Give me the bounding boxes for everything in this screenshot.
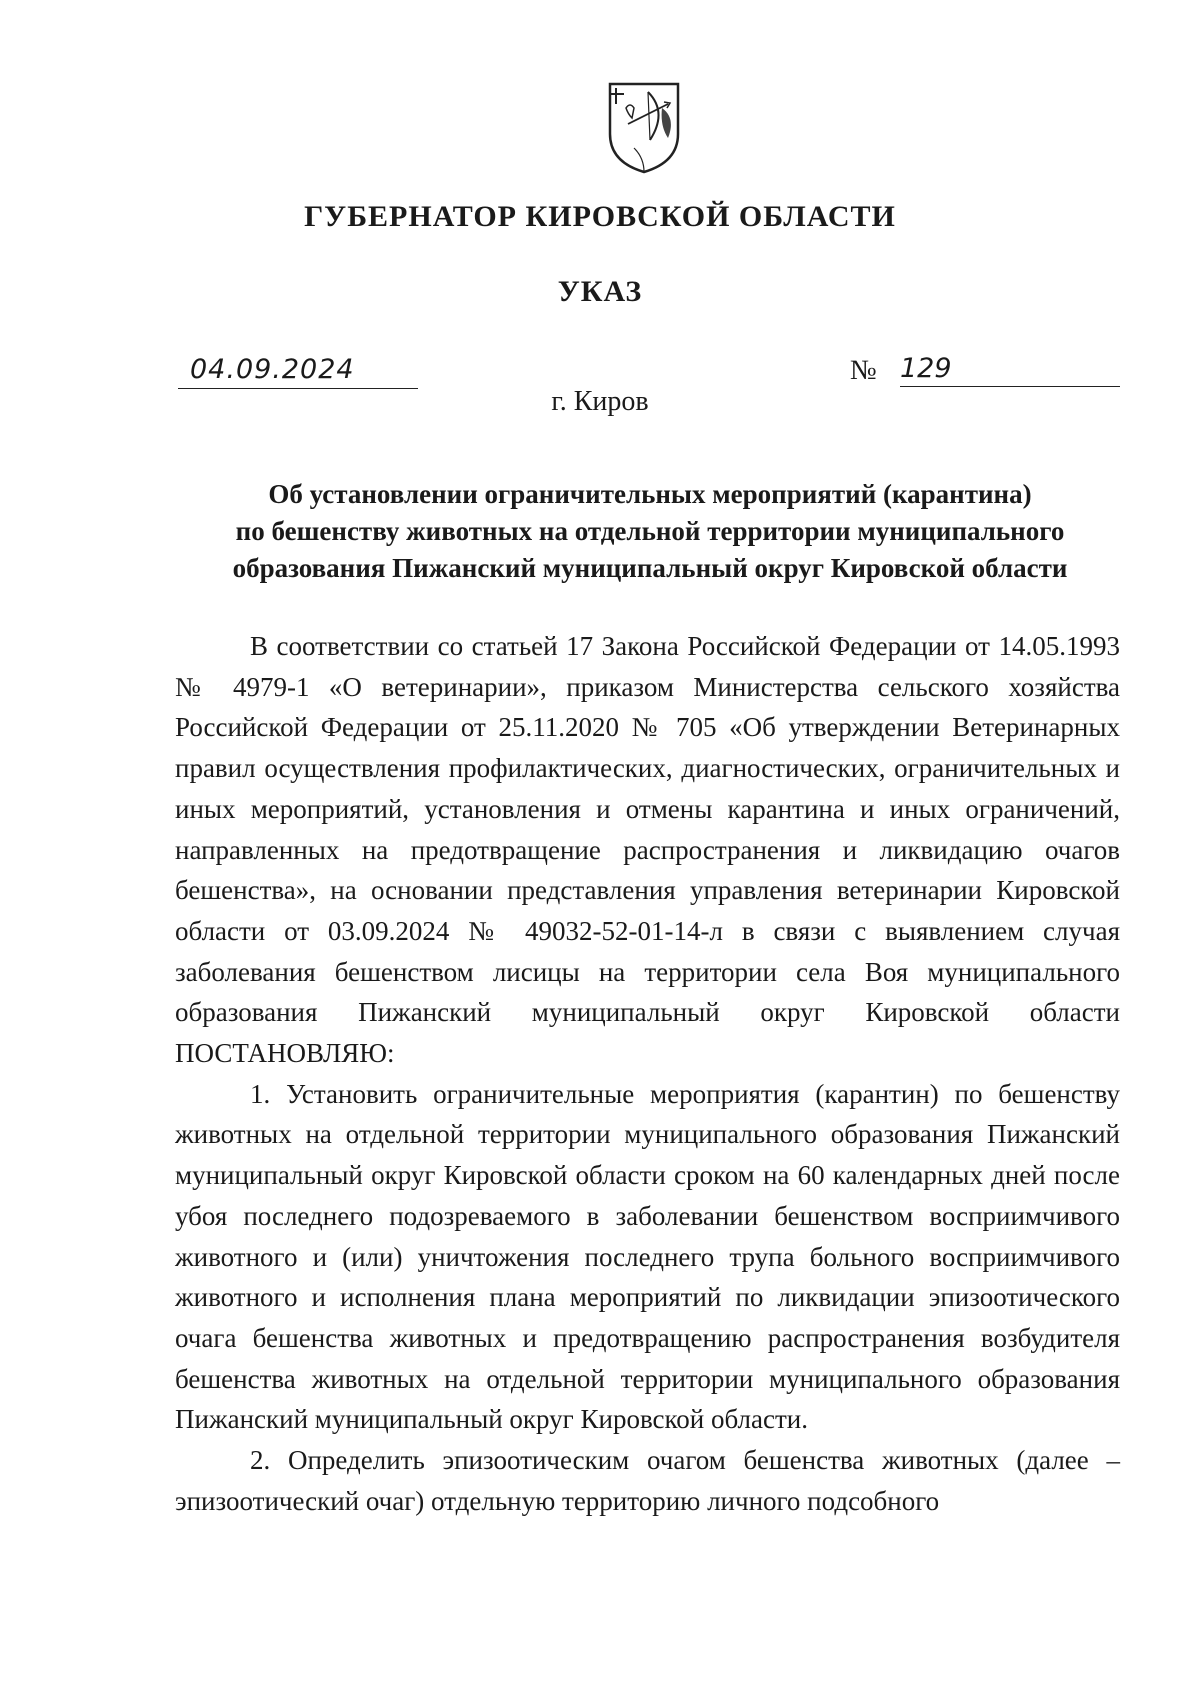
document-date [178, 354, 418, 389]
document-number [850, 355, 1120, 387]
date-value: 04.09.2024 [190, 354, 355, 385]
document-title [170, 476, 1130, 587]
document-body [175, 626, 1120, 1521]
title-line: Об установлении ограничительных мероприятий (карантина) [268, 479, 1032, 509]
authority-heading: ГУБЕРНАТОР КИРОВСКОЙ ОБЛАСТИ [304, 200, 896, 233]
clause-1-paragraph: 1. Установить ограничительные мероприятия (карантин) по бешенству животных на отдельной территории муниципального образования Пижанский муниципальный округ Кировской области сроком на 60 календарных дней после убоя последнего подозреваемого в заболевании бешенством восприимчивого животного и (или) уничтожения последнего трупа больного восприимчивого животного и исполнения плана мероприятий по ликвидации эпизоотического очага бешенства животных и предотвращению распространения возбудителя бешенства животных на отдельной территории муниципального образования Пижанский муниципальный округ Кировской области. [175, 1078, 1120, 1435]
title-line: образования Пижанский муниципальный округ Кировской области [232, 553, 1068, 583]
title-line: по бешенству животных на отдельной территории муниципального [235, 516, 1065, 546]
document-type: УКАЗ [557, 275, 643, 308]
place-of-issue: г. Киров [551, 386, 649, 417]
kirov-coat-of-arms-icon [604, 78, 684, 176]
clause-2-paragraph: 2. Определить эпизоотическим очагом бешенства животных (далее – эпизоотический очаг) отдельную территорию личного подсобного [175, 1445, 1120, 1516]
number-sign: № [850, 355, 877, 386]
preamble-paragraph: В соответствии со статьей 17 Закона Российской Федерации от 14.05.1993 № 4979-1 «О ветеринарии», приказом Министерства сельского хозяйства Российской Федерации от 25.11.2020 № 705 «Об утверждении Ветеринарных правил осуществления профилактических, диагностических, ограничительных и иных мероприятий, установления и отмены карантина и иных ограничений, направленных на предотвращение распространения и ликвидацию очагов бешенства», на основании представления управления ветеринарии Кировской области от 03.09.2024 № 49032-52-01-14-л в связи с выявлением случая заболевания бешенством лисицы на территории села Воя муниципального образования Пижанский муниципальный округ Кировской области ПОСТАНОВЛЯЮ: [175, 631, 1120, 1069]
number-value: 129 [900, 353, 952, 384]
